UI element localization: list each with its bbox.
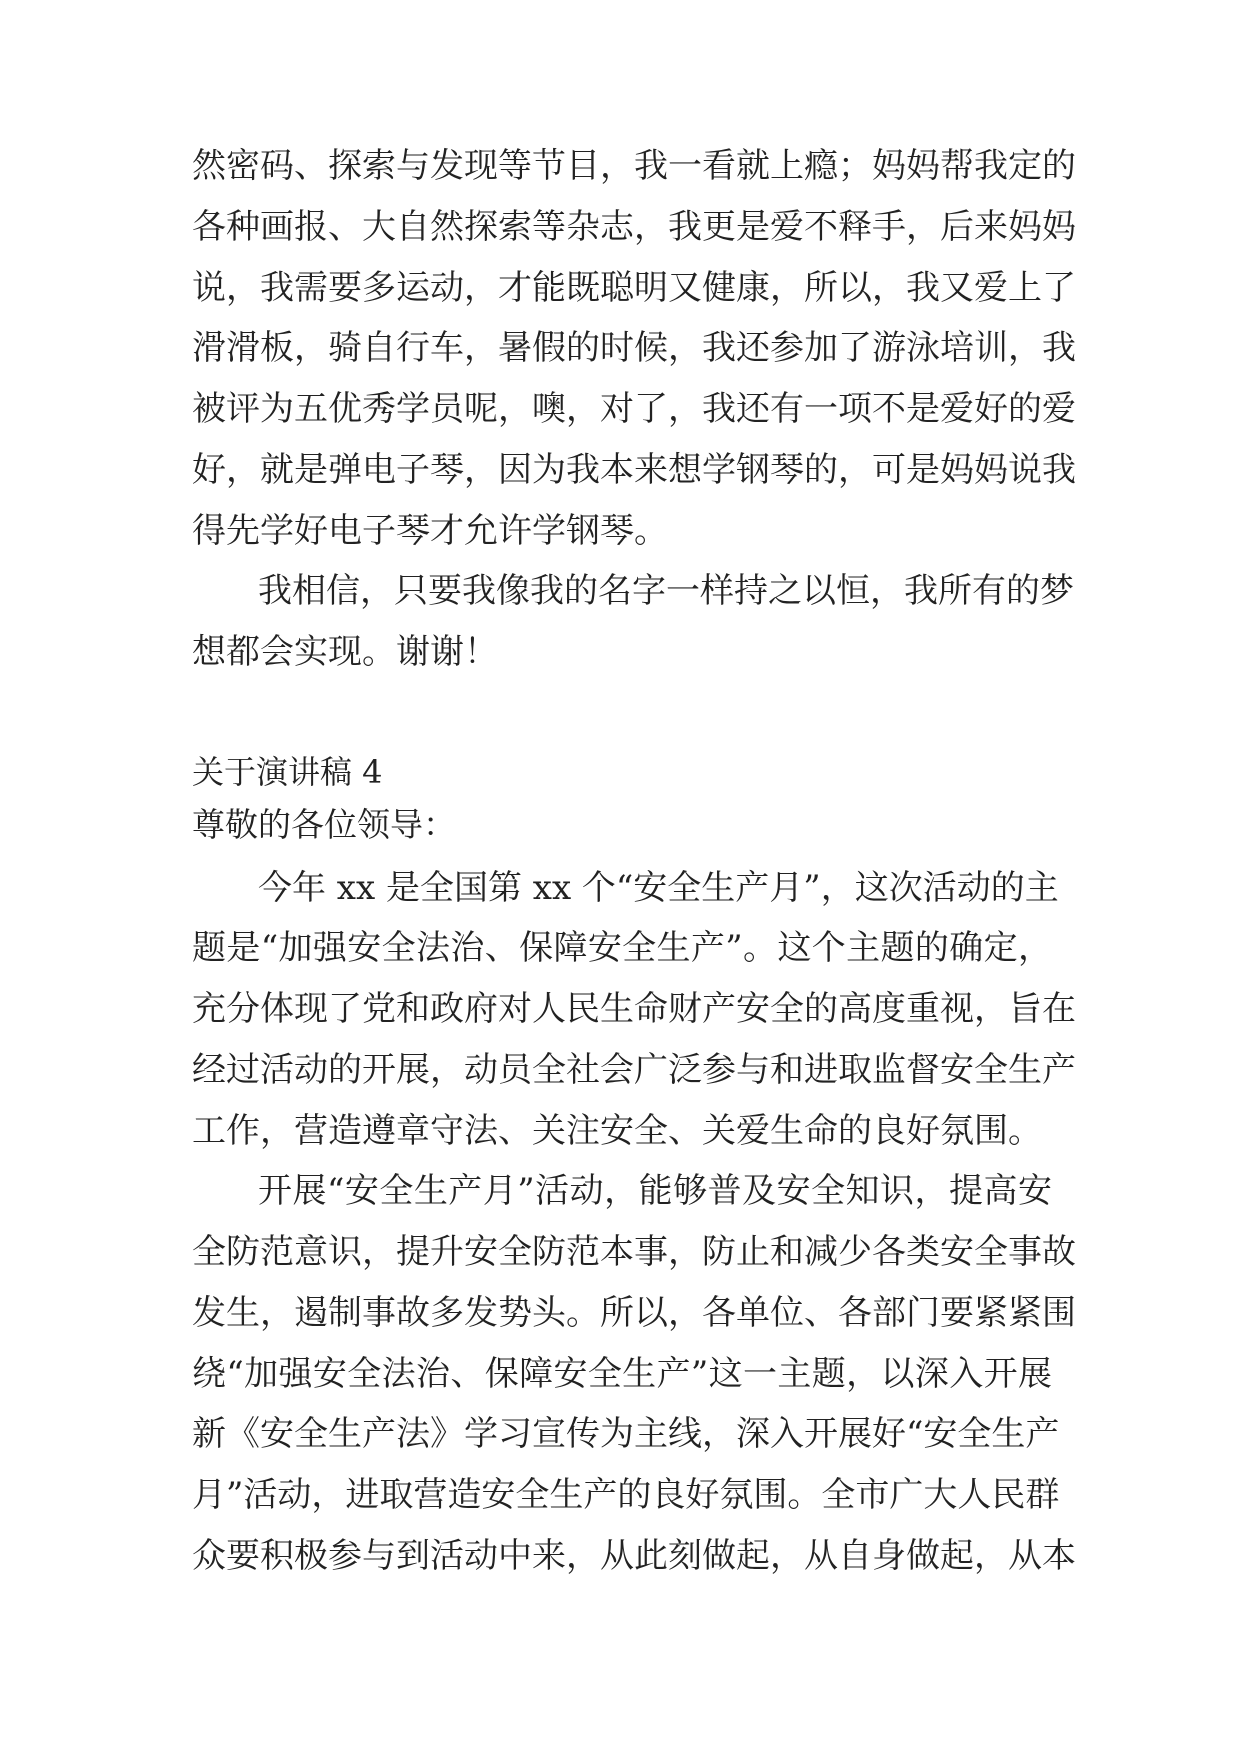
paragraph-1-line-2: 各种画报、大自然探索等杂志，我更是爱不释手，后来妈妈 (192, 207, 1076, 247)
paragraph-3-line-3: 充分体现了党和政府对人民生命财产安全的高度重视，旨在 (192, 989, 1076, 1029)
paragraph-4-line-5: 新《安全生产法》学习宣传为主线，深入开展好“安全生产 (192, 1414, 1060, 1454)
paragraph-3-line-2: 题是“加强安全法治、保障安全生产”。这个主题的确定， (192, 928, 1052, 968)
paragraph-3-line-5: 工作，营造遵章守法、关注安全、关爱生命的良好氛围。 (192, 1111, 1042, 1151)
paragraph-1-line-7: 得先学好电子琴才允许学钢琴。 (192, 511, 668, 551)
paragraph-1-line-5: 被评为五优秀学员呢，噢，对了，我还有一项不是爱好的爱 (192, 389, 1076, 429)
paragraph-3-line-4: 经过活动的开展，动员全社会广泛参与和进取监督安全生产 (192, 1050, 1076, 1090)
paragraph-3-line-1: 今年 xx 是全国第 xx 个“安全生产月”，这次活动的主 (258, 868, 1059, 908)
paragraph-1-line-6: 好，就是弹电子琴，因为我本来想学钢琴的，可是妈妈说我 (192, 450, 1076, 490)
paragraph-4-line-2: 全防范意识，提升安全防范本事，防止和减少各类安全事故 (192, 1232, 1076, 1272)
paragraph-4-line-7: 众要积极参与到活动中来，从此刻做起，从自身做起，从本 (192, 1536, 1076, 1576)
paragraph-1-line-3: 说，我需要多运动，才能既聪明又健康，所以，我又爱上了 (192, 268, 1076, 308)
paragraph-2-line-1: 我相信，只要我像我的名字一样持之以恒，我所有的梦 (258, 571, 1074, 611)
paragraph-4-line-4: 绕“加强安全法治、保障安全生产”这一主题，以深入开展 (192, 1354, 1052, 1394)
paragraph-2-line-2: 想都会实现。谢谢！ (192, 632, 498, 672)
salutation: 尊敬的各位领导： (192, 805, 456, 844)
paragraph-1-line-4: 滑滑板，骑自行车，暑假的时候，我还参加了游泳培训，我 (192, 328, 1076, 368)
section-title: 关于演讲稿 4 (192, 753, 383, 791)
paragraph-4-line-3: 发生，遏制事故多发势头。所以，各单位、各部门要紧紧围 (192, 1293, 1076, 1333)
paragraph-4-line-1: 开展“安全生产月”活动，能够普及安全知识，提高安 (258, 1171, 1052, 1211)
paragraph-1-line-1: 然密码、探索与发现等节目，我一看就上瘾；妈妈帮我定的 (192, 146, 1076, 186)
paragraph-4-line-6: 月”活动，进取营造安全生产的良好氛围。全市广大人民群 (192, 1475, 1060, 1515)
